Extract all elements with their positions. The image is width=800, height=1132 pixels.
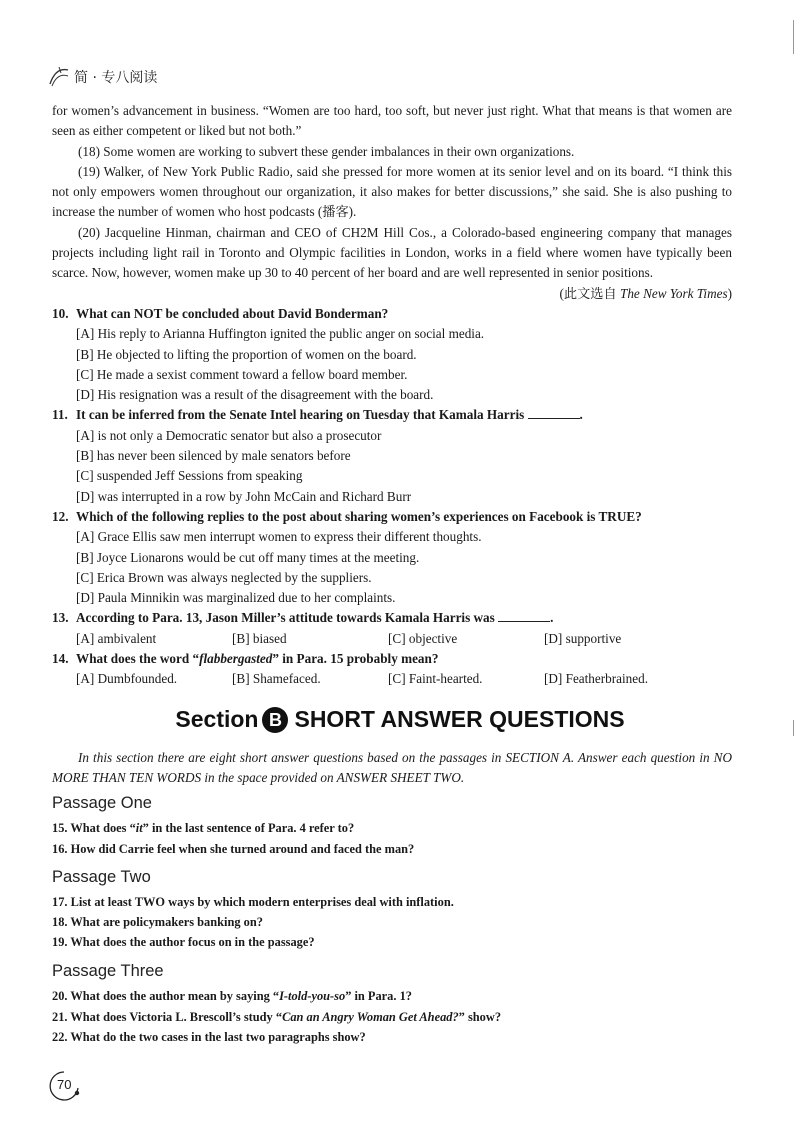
- short-question-16: [52, 842, 414, 857]
- section-b-title: [0, 706, 800, 733]
- option: [B] biased: [232, 630, 287, 646]
- short-question-20: [52, 989, 412, 1004]
- passage-two-heading: Passage Two: [52, 868, 151, 886]
- question-text: What does “: [70, 821, 136, 835]
- question-text: ” in Para. 15 probably mean?: [272, 651, 439, 667]
- question-number: 13.: [52, 610, 69, 626]
- question-10: [52, 304, 732, 324]
- question-keyword: flabbergasted: [199, 651, 273, 667]
- short-question-18: [52, 915, 263, 930]
- section-instructions: In this section there are eight short answer questions based on the passages in SECTION A. Answer each question in NO MORE THAN TEN WORDS in the space provided on ANSWER SHEET TWO.: [52, 750, 732, 786]
- paragraph-18: (18) Some women are working to subvert these gender imbalances in their own organizations.: [78, 143, 575, 159]
- option: [A] Grace Ellis saw men interrupt women to express their different thoughts.: [76, 529, 482, 545]
- margin-mark: [793, 720, 794, 736]
- question-number: 21.: [52, 1010, 68, 1024]
- question-13: 13. According to Para. 13, Jason Miller’s attitude towards Kamala Harris was .: [52, 608, 732, 628]
- short-question-19: [52, 935, 315, 950]
- question-number: 20.: [52, 989, 68, 1003]
- question-text: List at least TWO ways by which modern enterprises deal with inflation.: [70, 895, 454, 909]
- options-row: [76, 629, 732, 649]
- section-letter-badge: B: [262, 707, 288, 733]
- option: [B] has never been silenced by male senators before: [76, 448, 351, 464]
- question-text: It can be inferred from the Senate Intel hearing on Tuesday that Kamala Harris: [76, 407, 525, 423]
- question-keyword: I-told-you-so: [279, 989, 346, 1003]
- question-keyword: Can an Angry Woman Get Ahead?: [282, 1010, 459, 1024]
- question-text: ” show?: [458, 1010, 502, 1024]
- question-number: 16.: [52, 842, 68, 856]
- source-name: The New York Times: [619, 285, 728, 301]
- option: [A] ambivalent: [76, 630, 157, 646]
- question-number: 11.: [52, 407, 68, 423]
- question-text: How did Carrie feel when she turned around and faced the man?: [70, 842, 415, 856]
- question-number: 15.: [52, 821, 68, 835]
- option: [D] Paula Minnikin was marginalized due to her complaints.: [76, 590, 396, 606]
- option: [D] His resignation was a result of the disagreement with the board.: [76, 387, 434, 403]
- passage-one-heading: Passage One: [52, 794, 152, 812]
- options-row: [76, 669, 732, 689]
- question-text: What do the two cases in the last two paragraphs show?: [70, 1030, 366, 1044]
- question-number: 12.: [52, 508, 69, 524]
- option: [A] is not only a Democratic senator but also a prosecutor: [76, 427, 382, 443]
- question-number: 14.: [52, 651, 69, 667]
- question-text: According to Para. 13, Jason Miller’s attitude towards Kamala Harris was: [76, 610, 495, 626]
- question-number: 17.: [52, 895, 68, 909]
- question-text: ” in the last sentence of Para. 4 refer to?: [142, 821, 355, 835]
- option: [C] suspended Jeff Sessions from speaking: [76, 468, 303, 484]
- paragraph-19: (19) Walker, of New York Public Radio, said she pressed for more women at its senior level and on its board. “I think this not only empowers women throughout our organization, it also makes for better discussions,” she said. She is also pushing to increase the number of women who host podcasts (播客).: [52, 163, 732, 220]
- section-heading: SHORT ANSWER QUESTIONS: [294, 706, 625, 732]
- answer-blank: [498, 609, 550, 622]
- passage-three-heading: Passage Three: [52, 962, 164, 980]
- question-number: 10.: [52, 305, 69, 321]
- option: [D] Featherbrained.: [544, 671, 648, 687]
- short-question-17: [52, 895, 454, 910]
- option: [C] Faint-hearted.: [388, 671, 483, 687]
- option: [C] Erica Brown was always neglected by the suppliers.: [76, 569, 372, 585]
- question-14: [52, 649, 732, 669]
- question-number: 18.: [52, 915, 68, 929]
- question-text: What does the author mean by saying “: [70, 989, 280, 1003]
- question-text: Which of the following replies to the post about sharing women’s experiences on Facebook is TRUE?: [76, 508, 642, 524]
- question-keyword: it: [135, 821, 143, 835]
- reading-content: [52, 101, 732, 690]
- paragraph-20: (20) Jacqueline Hinman, chairman and CEO of CH2M Hill Cos., a Colorado-based engineering company that manages projects including light rail in Toronto and Olympic facilities in London, works in a field where women have typically been scarce. Now, however, women make up 30 to 40 percent of her board and are well represented in senior positions.: [52, 224, 732, 281]
- answer-blank: [528, 406, 580, 419]
- paragraph-continuation: for women’s advancement in business. “Women are too hard, too soft, but never just right. What that means is that women are seen as either competent or liked but not both.”: [52, 103, 732, 139]
- page-number: 70: [57, 1077, 72, 1092]
- question-text: What are policymakers banking on?: [70, 915, 263, 929]
- source-prefix: (此文选自: [559, 285, 617, 301]
- option: [B] Joyce Lionarons would be cut off many times at the meeting.: [76, 549, 420, 565]
- question-text: What does the word “: [76, 651, 200, 667]
- option: [C] He made a sexist comment toward a fellow board member.: [76, 366, 408, 382]
- source-line: [52, 284, 732, 304]
- question-text: ” in Para. 1?: [345, 989, 412, 1003]
- question-number: 22.: [52, 1030, 68, 1044]
- page-header: [46, 64, 157, 90]
- source-suffix: ): [727, 285, 732, 301]
- option: [B] Shamefaced.: [232, 671, 321, 687]
- question-12: [52, 507, 732, 527]
- option: [D] supportive: [544, 630, 622, 646]
- question-number: 19.: [52, 935, 68, 949]
- option: [D] was interrupted in a row by John McCain and Richard Burr: [76, 488, 412, 504]
- question-11: 11. It can be inferred from the Senate Intel hearing on Tuesday that Kamala Harris .: [52, 405, 732, 425]
- option: [B] He objected to lifting the proportion of women on the board.: [76, 346, 417, 362]
- option: [A] His reply to Arianna Huffington ignited the public anger on social media.: [76, 326, 485, 342]
- book-logo-icon: [46, 64, 72, 90]
- question-text: What does Victoria L. Brescoll’s study “: [70, 1010, 283, 1024]
- question-text: What can NOT be concluded about David Bonderman?: [76, 305, 389, 321]
- margin-mark: [793, 20, 794, 54]
- option: [C] objective: [388, 630, 458, 646]
- short-question-15: [52, 821, 354, 836]
- short-question-22: [52, 1030, 366, 1045]
- section-word: Section: [175, 706, 259, 732]
- question-text: What does the author focus on in the passage?: [70, 935, 315, 949]
- book-title: 简 · 专八阅读: [74, 70, 158, 86]
- short-question-21: [52, 1010, 501, 1025]
- option: [A] Dumbfounded.: [76, 671, 178, 687]
- source-citation: [560, 284, 732, 304]
